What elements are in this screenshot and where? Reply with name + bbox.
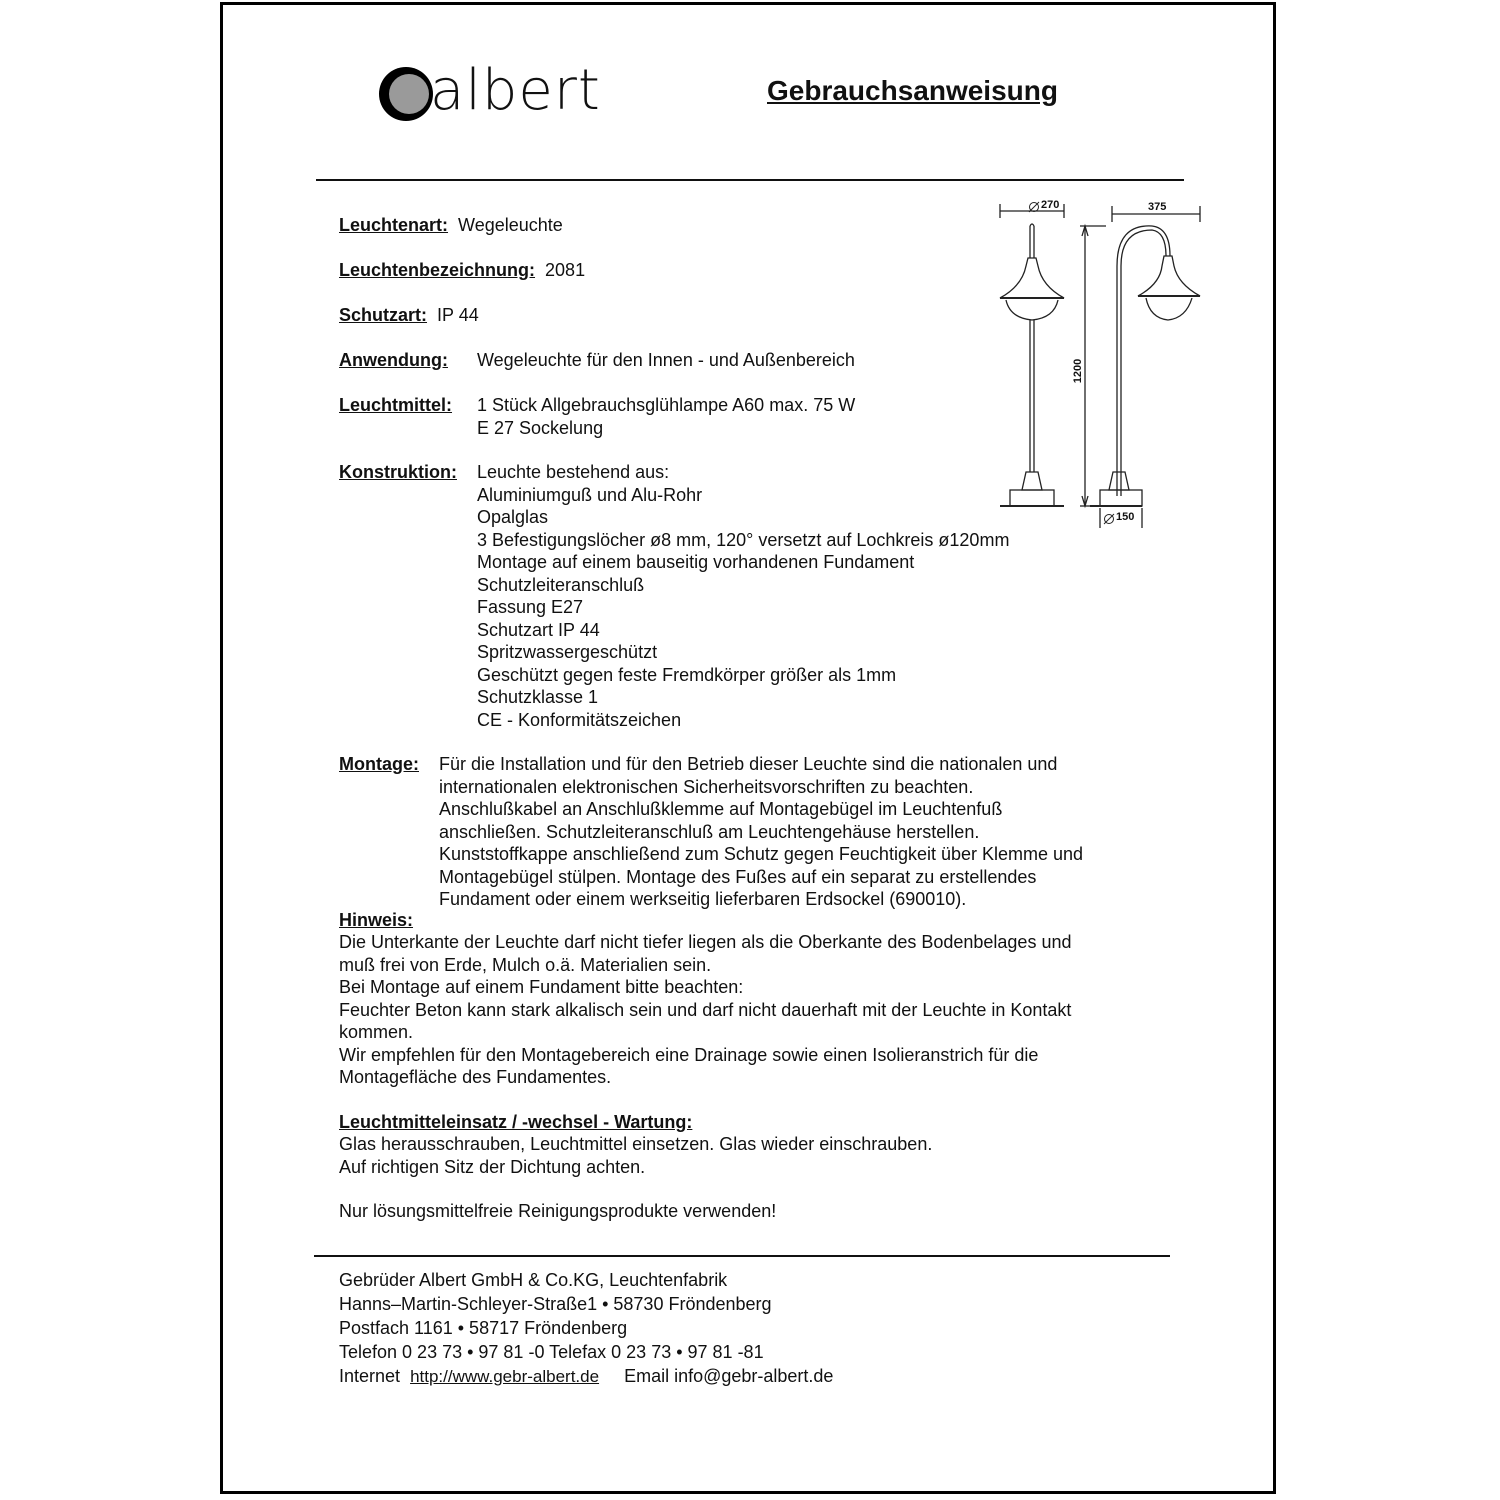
leuchtenart-label: Leuchtenart: [339,215,449,235]
footer-company: Gebrüder Albert GmbH & Co.KG, Leuchtenfabrik [339,1270,728,1290]
hinweis-line: Montagefläche des Fundamentes. [339,1067,612,1087]
hinweis-line: Wir empfehlen für den Montagebereich eine Drainage sowie einen Isolieranstrich für die [339,1044,1039,1065]
montage-line: Fundament oder einem werkseitig lieferbaren Erdsockel (690010). [439,889,967,909]
page-title: Gebrauchsanweisung [767,75,1058,106]
dim-top-left: 270 [1041,199,1060,211]
header-divider [316,179,1184,181]
footer-email[interactable]: Email info@gebr-albert.de [624,1366,834,1386]
konstruktion-line: Schutzart IP 44 [477,619,600,640]
footer-phone: Telefon 0 23 73 • 97 81 -0 Telefax 0 23 73 • 97 81 -81 [339,1342,764,1362]
konstruktion-line: Geschützt gegen feste Fremdkörper größer als 1mm [477,664,897,685]
albert-logo [378,58,618,124]
hinweis-line: Die Unterkante der Leuchte darf nicht tiefer liegen als die Oberkante des Bodenbelages und [339,932,1072,952]
lamp-side-view [1080,206,1200,528]
bezeichnung-label: Leuchtenbezeichnung: [339,260,536,280]
montage-line: internationalen elektronischen Sicherheitsvorschriften zu beachten. [439,776,974,797]
footer-address: Hanns–Martin-Schleyer-Straße1 • 58730 Fröndenberg [339,1294,772,1314]
schutzart-label: Schutzart: [339,305,428,325]
wartung-label: Leuchtmitteleinsatz / -wechsel - Wartung: [339,1112,693,1132]
montage-label: Montage: [339,754,419,774]
konstruktion-line: CE - Konformitätszeichen [477,709,682,730]
leuchtenart-row [339,214,563,237]
leuchtenart-value: Wegeleuchte [458,215,563,235]
montage-line: Für die Installation und für den Betrieb dieser Leuchte sind die nationalen und [439,754,1058,774]
konstruktion-line: Fassung E27 [477,597,584,617]
website-link[interactable]: http://www.gebr-albert.de [410,1367,600,1386]
konstruktion-line: Spritzwassergeschützt [477,642,658,662]
wartung-line: Auf richtigen Sitz der Dichtung achten. [339,1156,646,1177]
footer-postfach: Postfach 1161 • 58717 Fröndenberg [339,1318,628,1338]
lamp-dimension-drawing [990,196,1210,536]
footer-divider [314,1255,1170,1257]
dim-top-right: 375 [1148,201,1167,213]
leuchtmittel-line: E 27 Sockelung [477,417,604,438]
footer-internet-row [339,1364,833,1389]
konstruktion-line: Opalglas [477,507,549,527]
montage-line: Kunststoffkappe anschließend zum Schutz gegen Feuchtigkeit über Klemme und [439,844,1084,864]
hinweis-label: Hinweis: [339,910,414,930]
schutzart-row [339,304,479,327]
montage-line: Montagebügel stülpen. Montage des Fußes auf ein separat zu erstellendes [439,866,1037,887]
hinweis-line: Bei Montage auf einem Fundament bitte beachten: [339,977,744,997]
lamp-front-view [1000,204,1064,506]
hinweis-line: muß frei von Erde, Mulch o.ä. Materialien sein. [339,954,712,975]
bezeichnung-row [339,259,585,282]
anwendung-value: Wegeleuchte für den Innen - und Außenbereich [477,350,855,370]
diameter-icon [1103,513,1115,525]
dim-height: 1200 [1072,358,1085,384]
logo-wordmark: albert [430,58,601,123]
konstruktion-line: Schutzleiteranschluß [477,574,645,595]
dim-base: 150 [1116,511,1135,523]
leuchtmittel-line: 1 Stück Allgebrauchsglühlampe A60 max. 75 W [477,395,856,415]
reinigung-note: Nur lösungsmittelfreie Reinigungsprodukte verwenden! [339,1201,777,1221]
wartung-lines [339,1133,932,1178]
wartung-line: Glas herausschrauben, Leuchtmittel einsetzen. Glas wieder einschrauben. [339,1134,933,1154]
konstruktion-line: Schutzklasse 1 [477,687,599,707]
konstruktion-lines [477,461,1009,731]
diameter-icon [1028,201,1040,213]
montage-line: Anschlußkabel an Anschlußklemme auf Montagebügel im Leuchtenfuß [439,799,1003,819]
konstruktion-line: Montage auf einem bauseitig vorhandenen Fundament [477,552,915,572]
konstruktion-line: Aluminiumguß und Alu-Rohr [477,484,703,505]
konstruktion-label: Konstruktion: [339,462,457,482]
konstruktion-line: 3 Befestigungslöcher ø8 mm, 120° versetzt auf Lochkreis ø120mm [477,529,1010,550]
bezeichnung-value: 2081 [545,260,586,280]
internet-label: Internet [339,1366,401,1386]
konstruktion-line: Leuchte bestehend aus: [477,462,670,482]
hinweis-line: kommen. [339,1022,414,1042]
hinweis-line: Feuchter Beton kann stark alkalisch sein und darf nicht dauerhaft mit der Leuchte in Kontakt [339,999,1072,1020]
logo-mark-icon [378,66,434,122]
schutzart-value: IP 44 [437,305,479,325]
hinweis-lines [339,931,1071,1089]
montage-lines [439,753,1083,911]
anwendung-label: Anwendung: [339,350,448,370]
leuchtmittel-lines [477,394,855,439]
montage-line: anschließen. Schutzleiteranschluß am Leuchtengehäuse herstellen. [439,821,980,842]
footer-contact [339,1268,833,1389]
leuchtmittel-label: Leuchtmittel: [339,395,453,415]
